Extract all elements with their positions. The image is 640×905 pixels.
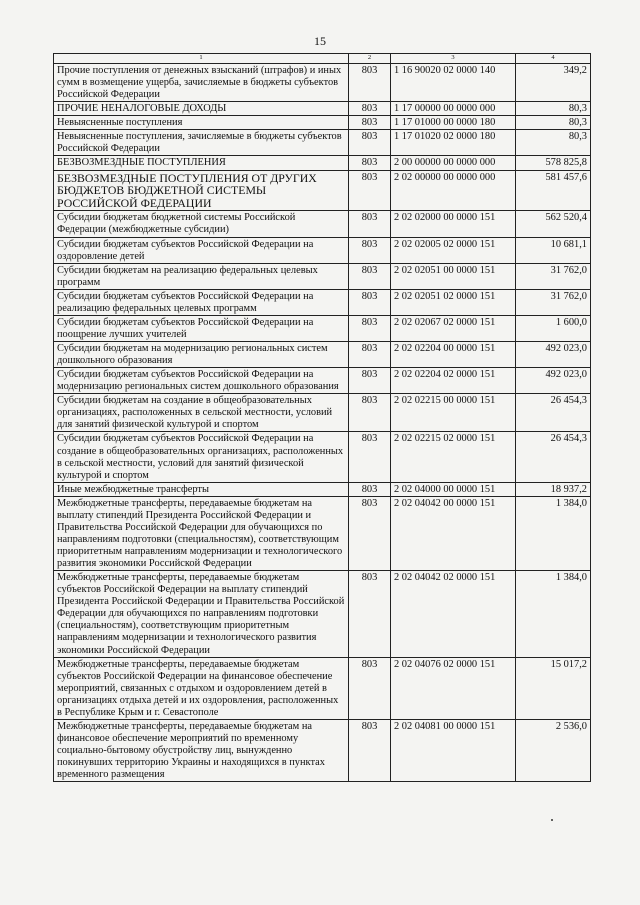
row-name: ПРОЧИЕ НЕНАЛОГОВЫЕ ДОХОДЫ <box>54 102 349 116</box>
row-classification-code: 1 17 01000 00 0000 180 <box>391 116 516 130</box>
budget-revenue-table <box>53 53 591 782</box>
row-classification-code: 2 02 02051 00 0000 151 <box>391 263 516 289</box>
row-amount: 31 762,0 <box>516 289 591 315</box>
row-classification-code: 2 02 02215 02 0000 151 <box>391 432 516 482</box>
row-classification-code: 2 02 02204 00 0000 151 <box>391 342 516 368</box>
row-name: Иные межбюджетные трансферты <box>54 482 349 496</box>
row-classification-code: 1 17 01020 02 0000 180 <box>391 130 516 156</box>
table-row <box>54 211 591 237</box>
table-row <box>54 315 591 341</box>
table-row <box>54 64 591 102</box>
table-row <box>54 496 591 570</box>
table-row <box>54 263 591 289</box>
row-amount: 1 600,0 <box>516 315 591 341</box>
row-amount: 492 023,0 <box>516 368 591 394</box>
row-admin-code: 803 <box>349 368 391 394</box>
row-name: Невыясненные поступления <box>54 116 349 130</box>
row-name: БЕЗВОЗМЕЗДНЫЕ ПОСТУПЛЕНИЯ ОТ ДРУГИХ БЮДЖЕТОВ БЮДЖЕТНОЙ СИСТЕМЫ РОССИЙСКОЙ ФЕДЕРАЦИИ <box>54 170 349 211</box>
row-amount: 349,2 <box>516 64 591 102</box>
table-row <box>54 116 591 130</box>
row-amount: 31 762,0 <box>516 263 591 289</box>
row-admin-code: 803 <box>349 719 391 781</box>
row-admin-code: 803 <box>349 289 391 315</box>
table-row <box>54 156 591 170</box>
row-amount: 18 937,2 <box>516 482 591 496</box>
row-admin-code: 803 <box>349 496 391 570</box>
row-classification-code: 2 02 04081 00 0000 151 <box>391 719 516 781</box>
row-name: Субсидии бюджетам на модернизацию региональных систем дошкольного образования <box>54 342 349 368</box>
row-admin-code: 803 <box>349 237 391 263</box>
table-row <box>54 130 591 156</box>
row-admin-code: 803 <box>349 263 391 289</box>
row-amount: 2 536,0 <box>516 719 591 781</box>
row-amount: 26 454,3 <box>516 432 591 482</box>
row-name: Межбюджетные трансферты, передаваемые бюджетам субъектов Российской Федерации на финансовое обеспечение мероприятий, связанных с отдыхом и оздоровлением детей в организациях отдыха детей и их оздоровления, расположенных в Республике Крым и г. Севастополе <box>54 657 349 719</box>
row-admin-code: 803 <box>349 342 391 368</box>
row-admin-code: 803 <box>349 116 391 130</box>
page-number: 15 <box>314 34 326 48</box>
row-admin-code: 803 <box>349 156 391 170</box>
table-row <box>54 237 591 263</box>
table-row <box>54 102 591 116</box>
row-classification-code: 2 02 02204 02 0000 151 <box>391 368 516 394</box>
row-admin-code: 803 <box>349 657 391 719</box>
row-name: Субсидии бюджетам субъектов Российской Федерации на поощрение лучших учителей <box>54 315 349 341</box>
row-admin-code: 803 <box>349 170 391 211</box>
row-name: Субсидии бюджетам на создание в общеобразовательных организациях, расположенных в сельской местности, условий для занятий физической культурой и спортом <box>54 394 349 432</box>
row-classification-code: 2 02 02000 00 0000 151 <box>391 211 516 237</box>
row-classification-code: 2 02 04000 00 0000 151 <box>391 482 516 496</box>
row-amount: 581 457,6 <box>516 170 591 211</box>
row-admin-code: 803 <box>349 571 391 657</box>
row-classification-code: 2 02 04076 02 0000 151 <box>391 657 516 719</box>
table-row <box>54 571 591 657</box>
row-name: Субсидии бюджетам бюджетной системы Российской Федерации (межбюджетные субсидии) <box>54 211 349 237</box>
table-row <box>54 432 591 482</box>
row-name: БЕЗВОЗМЕЗДНЫЕ ПОСТУПЛЕНИЯ <box>54 156 349 170</box>
row-name: Межбюджетные трансферты, передаваемые бюджетам субъектов Российской Федерации на выплату стипендий Президента Российской Федерации и Правительства Российской Федерации для обучающихся по направлениям подготовки (специальностям), соответствующим приоритетным направлениям модернизации и технологического развития экономики Российской Федерации <box>54 571 349 657</box>
row-name: Субсидии бюджетам субъектов Российской Федерации на модернизацию региональных систем дошкольного образования <box>54 368 349 394</box>
row-classification-code: 2 02 02005 02 0000 151 <box>391 237 516 263</box>
row-amount: 578 825,8 <box>516 156 591 170</box>
table-row <box>54 394 591 432</box>
row-name: Субсидии бюджетам на реализацию федеральных целевых программ <box>54 263 349 289</box>
row-name: Субсидии бюджетам субъектов Российской Федерации на реализацию федеральных целевых программ <box>54 289 349 315</box>
table-row <box>54 368 591 394</box>
table-row <box>54 170 591 211</box>
table-row <box>54 657 591 719</box>
row-amount: 492 023,0 <box>516 342 591 368</box>
row-classification-code: 2 02 00000 00 0000 000 <box>391 170 516 211</box>
table-header-row <box>54 54 591 64</box>
table-row <box>54 482 591 496</box>
row-amount: 1 384,0 <box>516 571 591 657</box>
row-amount: 26 454,3 <box>516 394 591 432</box>
row-classification-code: 2 02 04042 00 0000 151 <box>391 496 516 570</box>
row-admin-code: 803 <box>349 211 391 237</box>
row-amount: 15 017,2 <box>516 657 591 719</box>
row-admin-code: 803 <box>349 64 391 102</box>
row-classification-code: 2 02 02215 00 0000 151 <box>391 394 516 432</box>
header-cell-adm: 2 <box>349 54 391 64</box>
row-admin-code: 803 <box>349 394 391 432</box>
row-admin-code: 803 <box>349 482 391 496</box>
row-admin-code: 803 <box>349 102 391 116</box>
table-row <box>54 719 591 781</box>
header-cell-amount: 4 <box>516 54 591 64</box>
header-cell-name: 1 <box>54 54 349 64</box>
row-classification-code: 2 02 04042 02 0000 151 <box>391 571 516 657</box>
row-name: Субсидии бюджетам субъектов Российской Федерации на оздоровление детей <box>54 237 349 263</box>
row-amount: 80,3 <box>516 130 591 156</box>
table-row <box>54 289 591 315</box>
row-amount: 10 681,1 <box>516 237 591 263</box>
row-name: Невыясненные поступления, зачисляемые в бюджеты субъектов Российской Федерации <box>54 130 349 156</box>
scan-speck <box>551 819 553 821</box>
row-amount: 80,3 <box>516 102 591 116</box>
row-name: Прочие поступления от денежных взысканий (штрафов) и иных сумм в возмещение ущерба, зачисляемые в бюджеты субъектов Российской Федерации <box>54 64 349 102</box>
row-admin-code: 803 <box>349 315 391 341</box>
table-row <box>54 342 591 368</box>
header-cell-code: 3 <box>391 54 516 64</box>
row-classification-code: 2 02 02051 02 0000 151 <box>391 289 516 315</box>
row-amount: 80,3 <box>516 116 591 130</box>
row-amount: 562 520,4 <box>516 211 591 237</box>
row-admin-code: 803 <box>349 130 391 156</box>
row-name: Межбюджетные трансферты, передаваемые бюджетам на финансовое обеспечение мероприятий по временному социально-бытовому обустройству лиц, вынужденно покинувших территорию Украины и находящихся в пунктах временного размещения <box>54 719 349 781</box>
row-classification-code: 1 16 90020 02 0000 140 <box>391 64 516 102</box>
row-admin-code: 803 <box>349 432 391 482</box>
row-name: Межбюджетные трансферты, передаваемые бюджетам на выплату стипендий Президента Российской Федерации и Правительства Российской Федерации для обучающихся по направлениям подготовки (специальностям), соответствующим приоритетным направлениям модернизации и технологического развития экономики Российской Федерации <box>54 496 349 570</box>
row-classification-code: 2 02 02067 02 0000 151 <box>391 315 516 341</box>
row-classification-code: 1 17 00000 00 0000 000 <box>391 102 516 116</box>
row-amount: 1 384,0 <box>516 496 591 570</box>
row-classification-code: 2 00 00000 00 0000 000 <box>391 156 516 170</box>
row-name: Субсидии бюджетам субъектов Российской Федерации на создание в общеобразовательных организациях, расположенных в сельской местности, условий для занятий физической культурой и спортом <box>54 432 349 482</box>
